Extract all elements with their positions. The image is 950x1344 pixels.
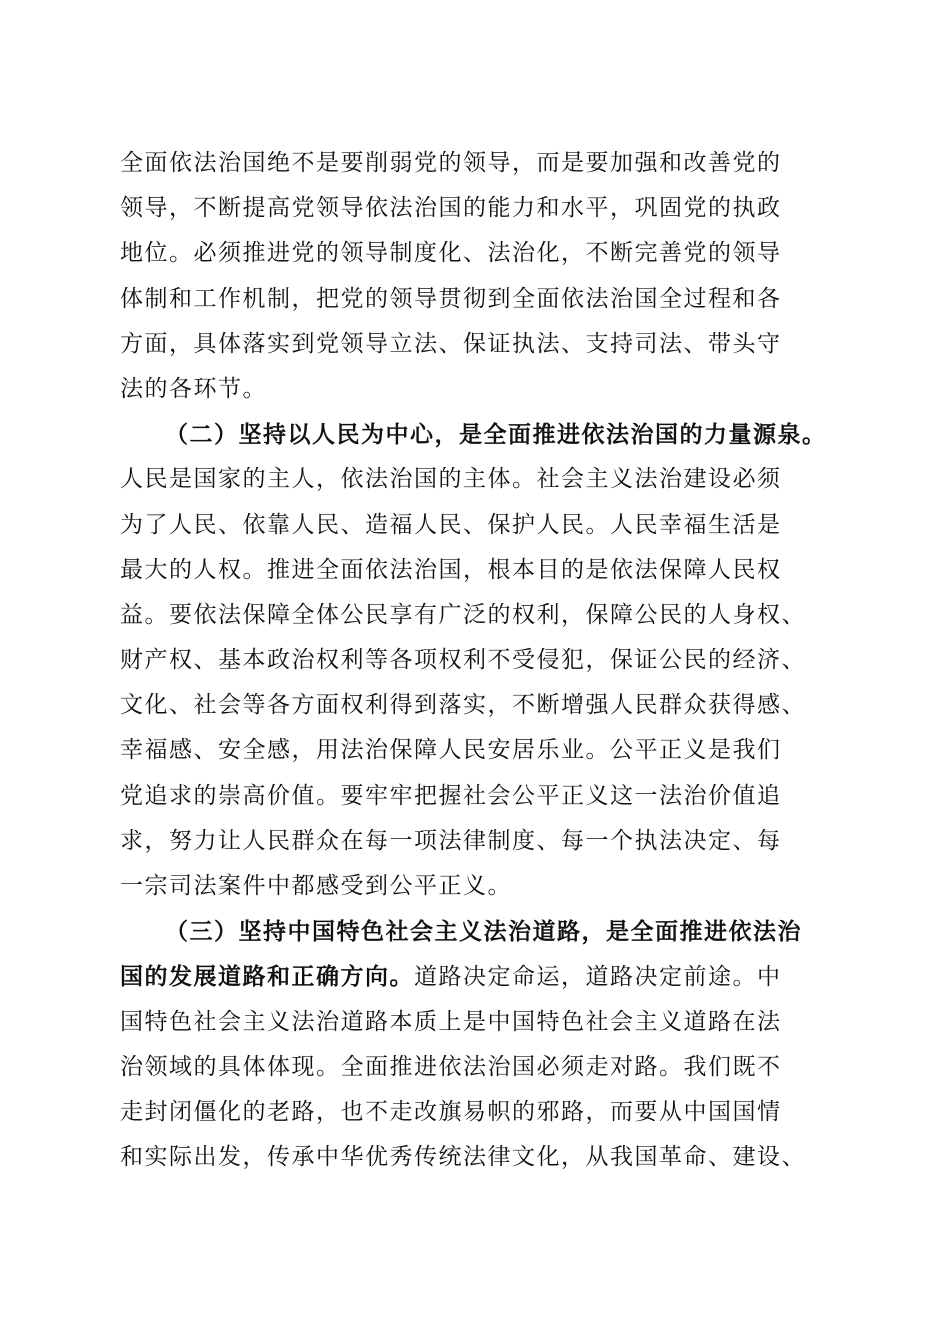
document-body: [120, 141, 840, 1180]
paragraph-1-line-3: 地位。必须推进党的领导制度化、法治化，不断完善党的领导: [120, 240, 782, 267]
paragraph-1-line-1: 全面依法治国绝不是要削弱党的领导，而是要加强和改善党的: [120, 150, 782, 176]
paragraph-2-line-5: 财产权、基本政治权利等各项权利不受侵犯，保证公民的经济、: [120, 647, 806, 674]
paragraph-3-line-2-rest: 道路决定命运，道路决定前途。中: [414, 964, 782, 991]
paragraph-3-line-2: [120, 954, 840, 999]
paragraph-2-line-8: 党追求的崇高价值。要牢牢把握社会公平正义这一法治价值追: [120, 782, 782, 809]
paragraph-3-line-5: 走封闭僵化的老路，也不走改旗易帜的邪路，而要从中国国情: [120, 1098, 782, 1125]
paragraph-2-line-3: 最大的人权。推进全面依法治国，根本目的是依法保障人民权: [120, 556, 782, 583]
paragraph-2-line-10: 一宗司法案件中都感受到公平正义。: [120, 873, 512, 899]
paragraph-2-line-7: 幸福感、安全感，用法治保障人民安居乐业。公平正义是我们: [120, 737, 782, 764]
paragraph-1-line-5: 方面，具体落实到党领导立法、保证执法、支持司法、带头守: [120, 330, 782, 357]
paragraph-2-line-4: 益。要依法保障全体公民享有广泛的权利，保障公民的人身权、: [120, 601, 806, 628]
paragraph-2-line-6: 文化、社会等各方面权利得到落实，不断增强人民群众获得感、: [120, 692, 806, 719]
paragraph-3-line-3: 国特色社会主义法治道路本质上是中国特色社会主义道路在法: [120, 1008, 782, 1035]
paragraph-1-line-6: 法的各环节。: [120, 375, 267, 402]
paragraph-2-heading: （二）坚持以人民为中心，是全面推进依法治国的力量源泉。: [165, 421, 827, 449]
paragraph-2-line-2: 为了人民、依靠人民、造福人民、保护人民。人民幸福生活是: [120, 511, 782, 538]
paragraph-3-line-6: 和实际出发，传承中华优秀传统法律文化，从我国革命、建设、: [120, 1144, 806, 1171]
paragraph-3-heading-line-2: 国的发展道路和正确方向。: [120, 963, 414, 991]
paragraph-1-line-4: 体制和工作机制，把党的领导贯彻到全面依法治国全过程和各: [120, 285, 782, 312]
paragraph-3-line-4: 治领域的具体体现。全面推进依法治国必须走对路。我们既不: [120, 1053, 782, 1080]
paragraph-1-line-2: 领导，不断提高党领导依法治国的能力和水平，巩固党的执政: [120, 195, 782, 222]
paragraph-3-heading-line-1: （三）坚持中国特色社会主义法治道路，是全面推进依法治: [165, 918, 802, 946]
paragraph-2-line-9: 求，努力让人民群众在每一项法律制度、每一个执法决定、每: [120, 827, 782, 854]
paragraph-2-line-1: 人民是国家的主人，依法治国的主体。社会主义法治建设必须: [120, 466, 782, 493]
